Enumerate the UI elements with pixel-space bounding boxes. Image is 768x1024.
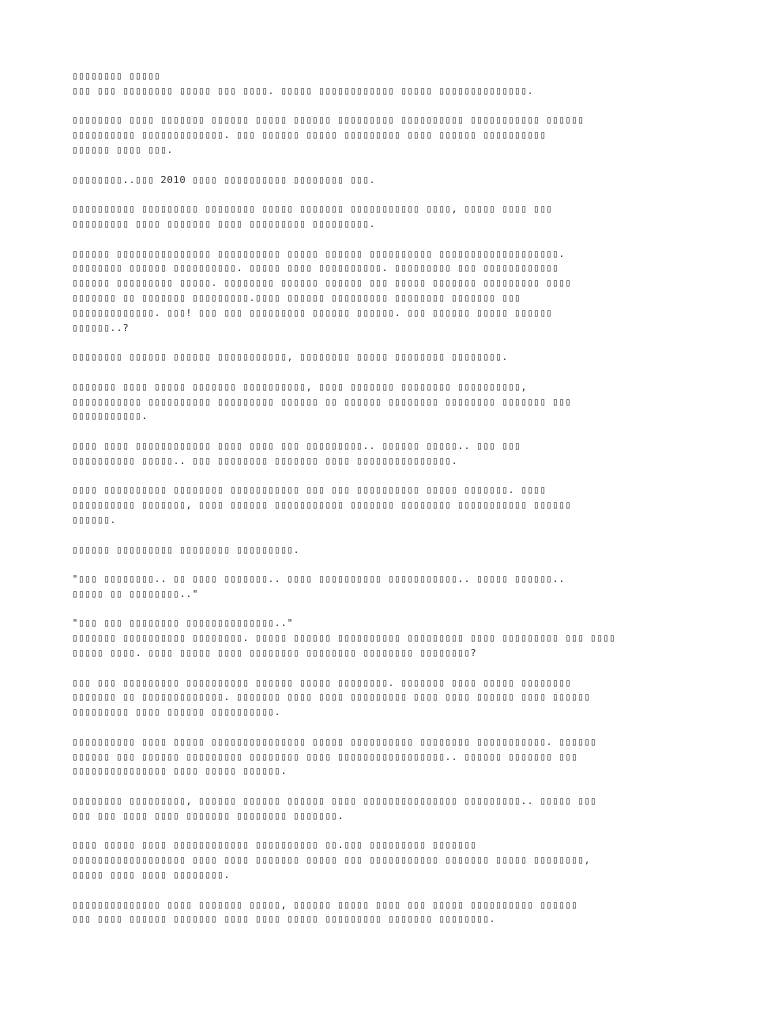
paragraph-17: ▯▯▯▯▯▯▯▯▯▯▯▯▯▯ ▯▯▯▯ ▯▯▯▯▯▯▯ ▯▯▯▯▯, ▯▯▯▯▯▯ ▯▯▯▯▯ ▯▯▯▯ ▯▯▯ ▯▯▯▯▯ ▯▯▯▯▯▯▯▯▯▯ ▯▯▯▯▯▯ ▯▯▯ ▯▯▯▯ ▯▯▯▯▯▯ ▯▯▯▯▯▯▯ ▯▯▯▯ ▯▯▯▯ ▯▯▯▯▯ ▯▯▯▯▯▯▯▯▯ ▯▯▯▯▯▯▯ ▯▯▯▯▯▯▯▯. — [72, 899, 578, 926]
paragraph-7: ▯▯▯▯▯▯▯ ▯▯▯▯ ▯▯▯▯▯ ▯▯▯▯▯▯▯ ▯▯▯▯▯▯▯▯▯▯, ▯▯▯▯ ▯▯▯▯▯▯▯ ▯▯▯▯▯▯▯▯ ▯▯▯▯▯▯▯▯▯▯, ▯▯▯▯▯▯▯▯▯▯▯ ▯▯▯▯▯▯▯▯▯▯ ▯▯▯▯▯▯▯▯▯ ▯▯▯▯▯▯ ▯▯ ▯▯▯▯▯▯ ▯▯▯▯▯▯▯▯ ▯▯▯▯▯▯▯▯ ▯▯▯▯▯▯▯ ▯▯▯ ▯▯▯▯▯▯▯▯▯▯▯. — [72, 381, 572, 423]
paragraph-14: ▯▯▯▯▯▯▯▯▯▯ ▯▯▯▯ ▯▯▯▯▯ ▯▯▯▯▯▯▯▯▯▯▯▯▯▯▯ ▯▯▯▯▯ ▯▯▯▯▯▯▯▯▯▯ ▯▯▯▯▯▯▯▯ ▯▯▯▯▯▯▯▯▯▯▯. ▯▯▯▯▯▯ ▯▯▯▯▯▯ ▯▯▯ ▯▯▯▯▯▯ ▯▯▯▯▯▯▯▯▯ ▯▯▯▯▯▯▯▯ ▯▯▯▯ ▯▯▯▯▯▯▯▯▯▯▯▯▯▯▯▯▯.. ▯▯▯▯▯▯ ▯▯▯▯▯▯▯ ▯▯▯ ▯▯▯▯▯▯▯▯▯▯▯▯▯▯▯ ▯▯▯▯ ▯▯▯▯▯ ▯▯▯▯▯▯. — [72, 736, 597, 778]
paragraph-12: "▯▯▯ ▯▯▯ ▯▯▯▯▯▯▯▯ ▯▯▯▯▯▯▯▯▯▯▯▯▯▯.." ▯▯▯▯▯▯▯ ▯▯▯▯▯▯▯▯▯▯ ▯▯▯▯▯▯▯▯. ▯▯▯▯▯ ▯▯▯▯▯▯ ▯▯▯▯▯▯▯▯▯▯ ▯▯▯▯▯▯▯▯▯ ▯▯▯▯ ▯▯▯▯▯▯▯▯▯ ▯▯▯ ▯▯▯▯ ▯▯▯▯▯ ▯▯▯▯. ▯▯▯▯ ▯▯▯▯▯ ▯▯▯▯ ▯▯▯▯▯▯▯▯ ▯▯▯▯▯▯▯▯ ▯▯▯▯▯▯▯▯ ▯▯▯▯▯▯▯▯? — [72, 618, 616, 660]
paragraph-3: ▯▯▯▯▯▯▯▯..▯▯▯ 2010 ▯▯▯▯ ▯▯▯▯▯▯▯▯▯▯ ▯▯▯▯▯▯▯▯ ▯▯▯. — [72, 174, 376, 186]
paragraph-9: ▯▯▯▯ ▯▯▯▯▯▯▯▯▯▯ ▯▯▯▯▯▯▯▯ ▯▯▯▯▯▯▯▯▯▯▯ ▯▯▯ ▯▯▯ ▯▯▯▯▯▯▯▯▯▯ ▯▯▯▯▯ ▯▯▯▯▯▯▯. ▯▯▯▯ ▯▯▯▯▯▯▯▯▯▯ ▯▯▯▯▯▯▯, ▯▯▯▯ ▯▯▯▯▯▯ ▯▯▯▯▯▯▯▯▯▯▯ ▯▯▯▯▯▯▯ ▯▯▯▯▯▯▯▯ ▯▯▯▯▯▯▯▯▯▯▯ ▯▯▯▯▯▯ ▯▯▯▯▯▯. — [72, 485, 572, 526]
paragraph-10: ▯▯▯▯▯▯ ▯▯▯▯▯▯▯▯▯ ▯▯▯▯▯▯▯▯ ▯▯▯▯▯▯▯▯▯. — [72, 544, 300, 556]
document-body — [72, 70, 702, 943]
paragraph-6: ▯▯▯▯▯▯▯▯ ▯▯▯▯▯▯ ▯▯▯▯▯▯ ▯▯▯▯▯▯▯▯▯▯▯, ▯▯▯▯▯▯▯▯ ▯▯▯▯▯ ▯▯▯▯▯▯▯▯ ▯▯▯▯▯▯▯▯. — [72, 352, 509, 364]
paragraph-15: ▯▯▯▯▯▯▯▯ ▯▯▯▯▯▯▯▯▯, ▯▯▯▯▯▯ ▯▯▯▯▯▯ ▯▯▯▯▯▯ ▯▯▯▯ ▯▯▯▯▯▯▯▯▯▯▯▯▯▯▯ ▯▯▯▯▯▯▯▯▯.. ▯▯▯▯▯ ▯▯▯ ▯▯▯ ▯▯▯ ▯▯▯▯ ▯▯▯▯ ▯▯▯▯▯▯▯ ▯▯▯▯▯▯▯▯ ▯▯▯▯▯▯▯. — [72, 796, 597, 822]
paragraph-13: ▯▯▯ ▯▯▯ ▯▯▯▯▯▯▯▯▯ ▯▯▯▯▯▯▯▯▯▯ ▯▯▯▯▯▯ ▯▯▯▯▯ ▯▯▯▯▯▯▯▯. ▯▯▯▯▯▯▯ ▯▯▯▯ ▯▯▯▯▯ ▯▯▯▯▯▯▯▯ ▯▯▯▯▯▯▯ ▯▯ ▯▯▯▯▯▯▯▯▯▯▯▯▯. ▯▯▯▯▯▯▯ ▯▯▯▯ ▯▯▯▯ ▯▯▯▯▯▯▯▯▯ ▯▯▯▯ ▯▯▯▯ ▯▯▯▯▯▯ ▯▯▯▯ ▯▯▯▯▯▯ ▯▯▯▯▯▯▯▯▯ ▯▯▯▯ ▯▯▯▯▯▯ ▯▯▯▯▯▯▯▯▯▯. — [72, 677, 591, 719]
paragraph-5: ▯▯▯▯▯▯ ▯▯▯▯▯▯▯▯▯▯▯▯▯▯▯ ▯▯▯▯▯▯▯▯▯▯ ▯▯▯▯▯ ▯▯▯▯▯▯ ▯▯▯▯▯▯▯▯▯▯ ▯▯▯▯▯▯▯▯▯▯▯▯▯▯▯▯▯▯▯. ▯▯▯▯▯▯▯▯ ▯▯▯▯▯▯ ▯▯▯▯▯▯▯▯▯▯. ▯▯▯▯▯ ▯▯▯▯ ▯▯▯▯▯▯▯▯▯▯. ▯▯▯▯▯▯▯▯▯ ▯▯▯ ▯▯▯▯▯▯▯▯▯▯▯▯ ▯▯▯▯▯▯ ▯▯▯▯▯▯▯▯▯ ▯▯▯▯▯. ▯▯▯▯▯▯▯▯ ▯▯▯▯▯▯ ▯▯▯▯▯▯ ▯▯▯ ▯▯▯▯▯ ▯▯▯▯▯▯▯ ▯▯▯▯▯▯▯▯▯ ▯▯▯▯ ▯▯▯▯▯▯▯ ▯▯ ▯▯▯▯▯▯▯ ▯▯▯▯▯▯▯▯▯.▯▯▯▯ ▯▯▯▯▯▯ ▯▯▯▯▯▯▯▯▯ ▯▯▯▯▯▯▯▯ ▯▯▯▯▯▯▯ ▯▯▯ ▯▯▯▯▯▯▯▯▯▯▯▯▯. ▯▯▯! ▯▯▯ ▯▯▯ ▯▯▯▯▯▯▯▯▯ ▯▯▯▯▯▯ ▯▯▯▯▯▯. ▯▯▯ ▯▯▯▯▯▯ ▯▯▯▯▯ ▯▯▯▯▯▯ ▯▯▯▯▯▯..? — [72, 248, 572, 334]
paragraph-16: ▯▯▯▯ ▯▯▯▯▯ ▯▯▯▯ ▯▯▯▯▯▯▯▯▯▯▯▯ ▯▯▯▯▯▯▯▯▯▯ ▯▯.▯▯▯ ▯▯▯▯▯▯▯▯▯ ▯▯▯▯▯▯▯ ▯▯▯▯▯▯▯▯▯▯▯▯▯▯▯▯▯▯ ▯▯▯▯ ▯▯▯▯ ▯▯▯▯▯▯▯ ▯▯▯▯▯ ▯▯▯ ▯▯▯▯▯▯▯▯▯▯▯ ▯▯▯▯▯▯▯ ▯▯▯▯▯ ▯▯▯▯▯▯▯▯, ▯▯▯▯▯ ▯▯▯▯ ▯▯▯▯ ▯▯▯▯▯▯▯▯. — [72, 840, 591, 882]
paragraph-8: ▯▯▯▯ ▯▯▯▯ ▯▯▯▯▯▯▯▯▯▯▯▯ ▯▯▯▯ ▯▯▯▯ ▯▯▯ ▯▯▯▯▯▯▯▯▯.. ▯▯▯▯▯▯ ▯▯▯▯▯.. ▯▯▯ ▯▯▯ ▯▯▯▯▯▯▯▯▯▯ ▯▯▯▯▯.. ▯▯▯ ▯▯▯▯▯▯▯▯ ▯▯▯▯▯▯▯ ▯▯▯▯ ▯▯▯▯▯▯▯▯▯▯▯▯▯▯▯. — [72, 440, 521, 467]
paragraph-2: ▯▯▯▯▯▯▯▯ ▯▯▯▯ ▯▯▯▯▯▯▯ ▯▯▯▯▯▯ ▯▯▯▯▯ ▯▯▯▯▯▯ ▯▯▯▯▯▯▯▯▯ ▯▯▯▯▯▯▯▯▯▯ ▯▯▯▯▯▯▯▯▯▯▯ ▯▯▯▯▯▯ ▯▯▯▯▯▯▯▯▯▯ ▯▯▯▯▯▯▯▯▯▯▯▯▯. ▯▯▯ ▯▯▯▯▯▯ ▯▯▯▯▯ ▯▯▯▯▯▯▯▯▯ ▯▯▯▯ ▯▯▯▯▯▯ ▯▯▯▯▯▯▯▯▯▯ ▯▯▯▯▯▯ ▯▯▯▯ ▯▯▯. — [72, 115, 584, 156]
paragraph-4: ▯▯▯▯▯▯▯▯▯▯ ▯▯▯▯▯▯▯▯▯ ▯▯▯▯▯▯▯▯ ▯▯▯▯▯ ▯▯▯▯▯▯▯ ▯▯▯▯▯▯▯▯▯▯▯ ▯▯▯▯, ▯▯▯▯▯ ▯▯▯▯ ▯▯▯ ▯▯▯▯▯▯▯▯▯ ▯▯▯▯ ▯▯▯▯▯▯▯ ▯▯▯▯ ▯▯▯▯▯▯▯▯▯ ▯▯▯▯▯▯▯▯▯. — [72, 204, 553, 230]
paragraph-1: ▯▯▯▯▯▯▯▯ ▯▯▯▯▯ ▯▯▯ ▯▯▯ ▯▯▯▯▯▯▯▯ ▯▯▯▯▯ ▯▯▯ ▯▯▯▯. ▯▯▯▯▯ ▯▯▯▯▯▯▯▯▯▯▯▯ ▯▯▯▯▯ ▯▯▯▯▯▯▯▯▯▯▯▯▯▯. — [72, 71, 534, 97]
paragraph-11: "▯▯▯ ▯▯▯▯▯▯▯▯.. ▯▯ ▯▯▯▯ ▯▯▯▯▯▯▯.. ▯▯▯▯ ▯▯▯▯▯▯▯▯▯▯ ▯▯▯▯▯▯▯▯▯▯▯.. ▯▯▯▯▯ ▯▯▯▯▯▯.. ▯▯▯▯▯ ▯▯ ▯▯▯▯▯▯▯▯.." — [72, 574, 565, 600]
